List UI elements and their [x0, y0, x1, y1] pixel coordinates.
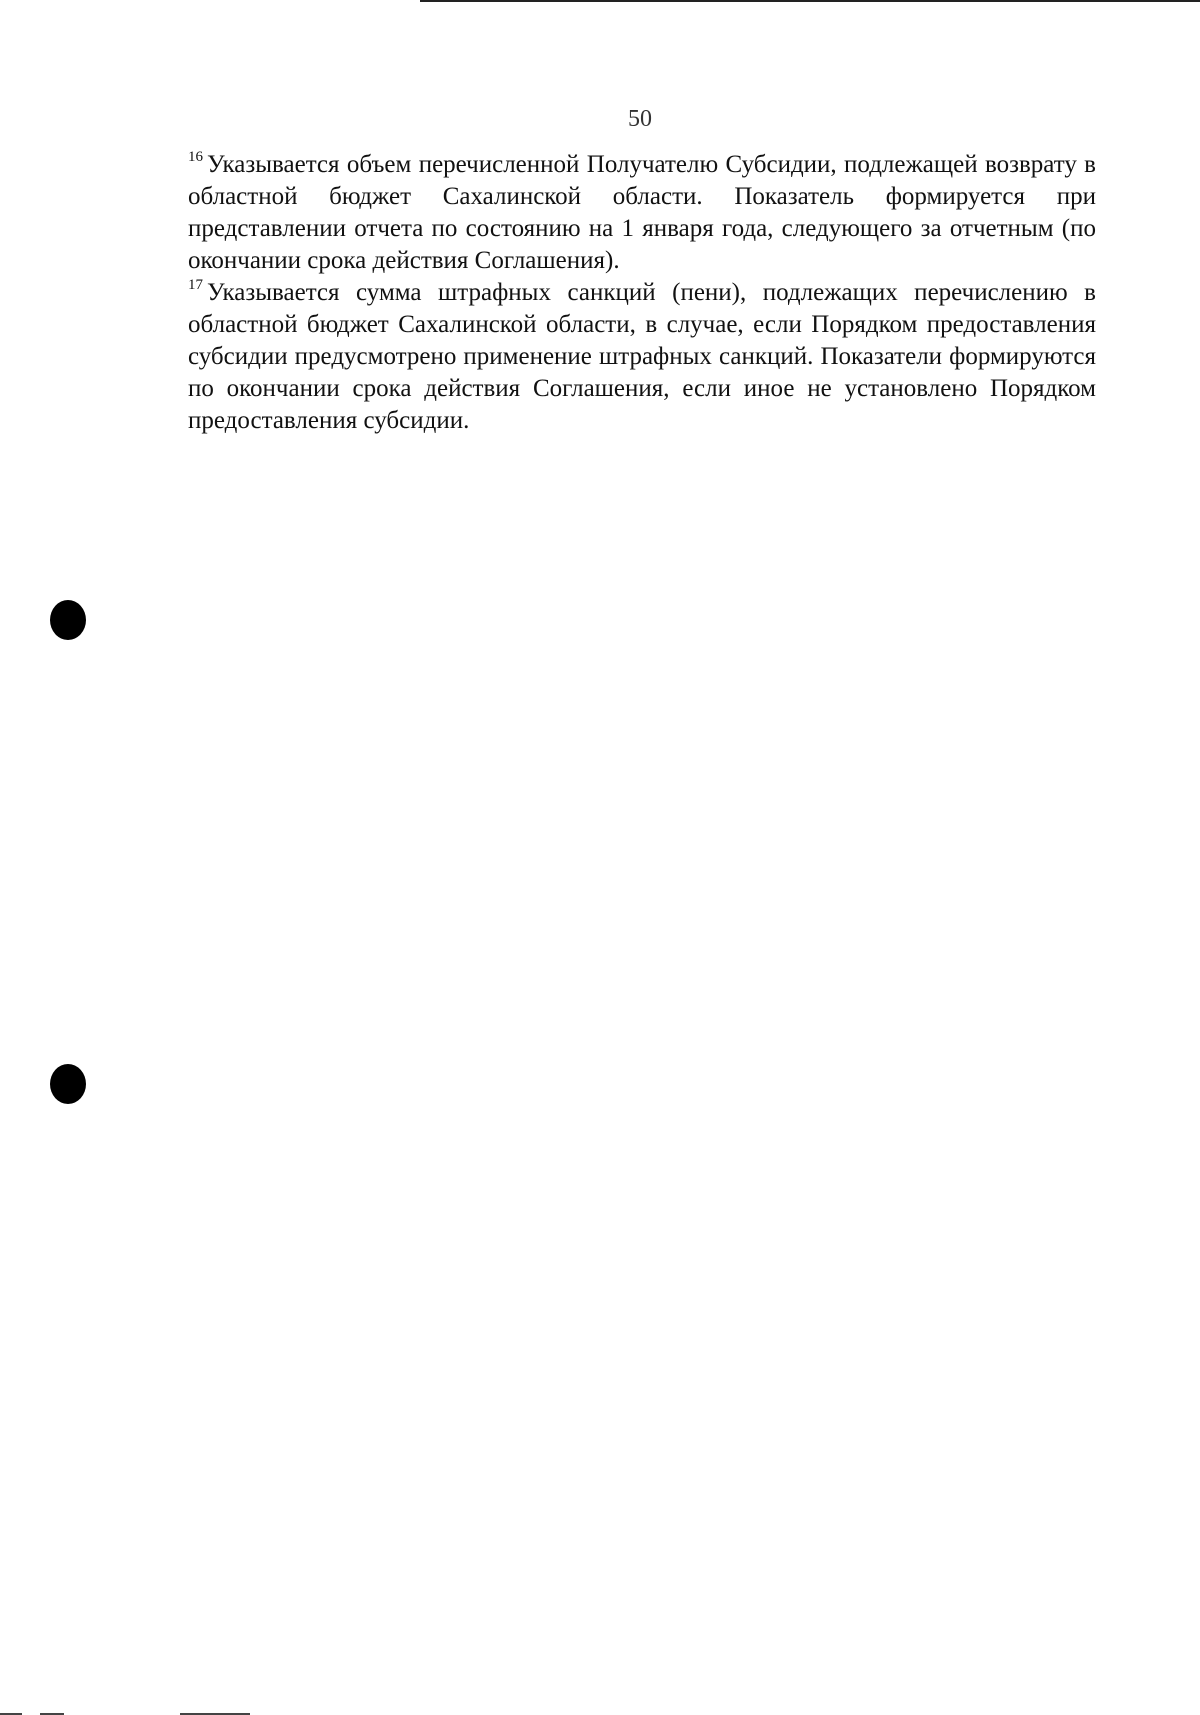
footnote-text: Указывается сумма штрафных санкций (пени), подлежащих перечислению в областной бюджет Сахалинской области, в случае, если Порядком предоставления субсидии предусмотрено применение штрафных санкций. Показатели формируются по окончании срока действия Соглашения, если иное не установлено Порядком предоставления субсидии.	[188, 279, 1096, 434]
footnote-17	[188, 277, 1096, 437]
page-number: 50	[628, 106, 652, 132]
footnote-16	[188, 149, 1096, 277]
footnotes-section	[188, 149, 1096, 437]
footnote-text: Указывается объем перечисленной Получателю Субсидии, подлежащей возврату в областной бюджет Сахалинской области. Показатель формируется при представлении отчета по состоянию на 1 января года, следующего за отчетным (по окончании срока действия Соглашения).	[188, 151, 1096, 274]
top-edge-rule	[420, 0, 1200, 2]
footnote-marker: 16	[188, 149, 203, 165]
bottom-edge-marks	[0, 1711, 300, 1715]
footnote-marker: 17	[188, 277, 203, 293]
punch-hole-icon	[50, 600, 86, 640]
punch-hole-icon	[50, 1064, 86, 1104]
